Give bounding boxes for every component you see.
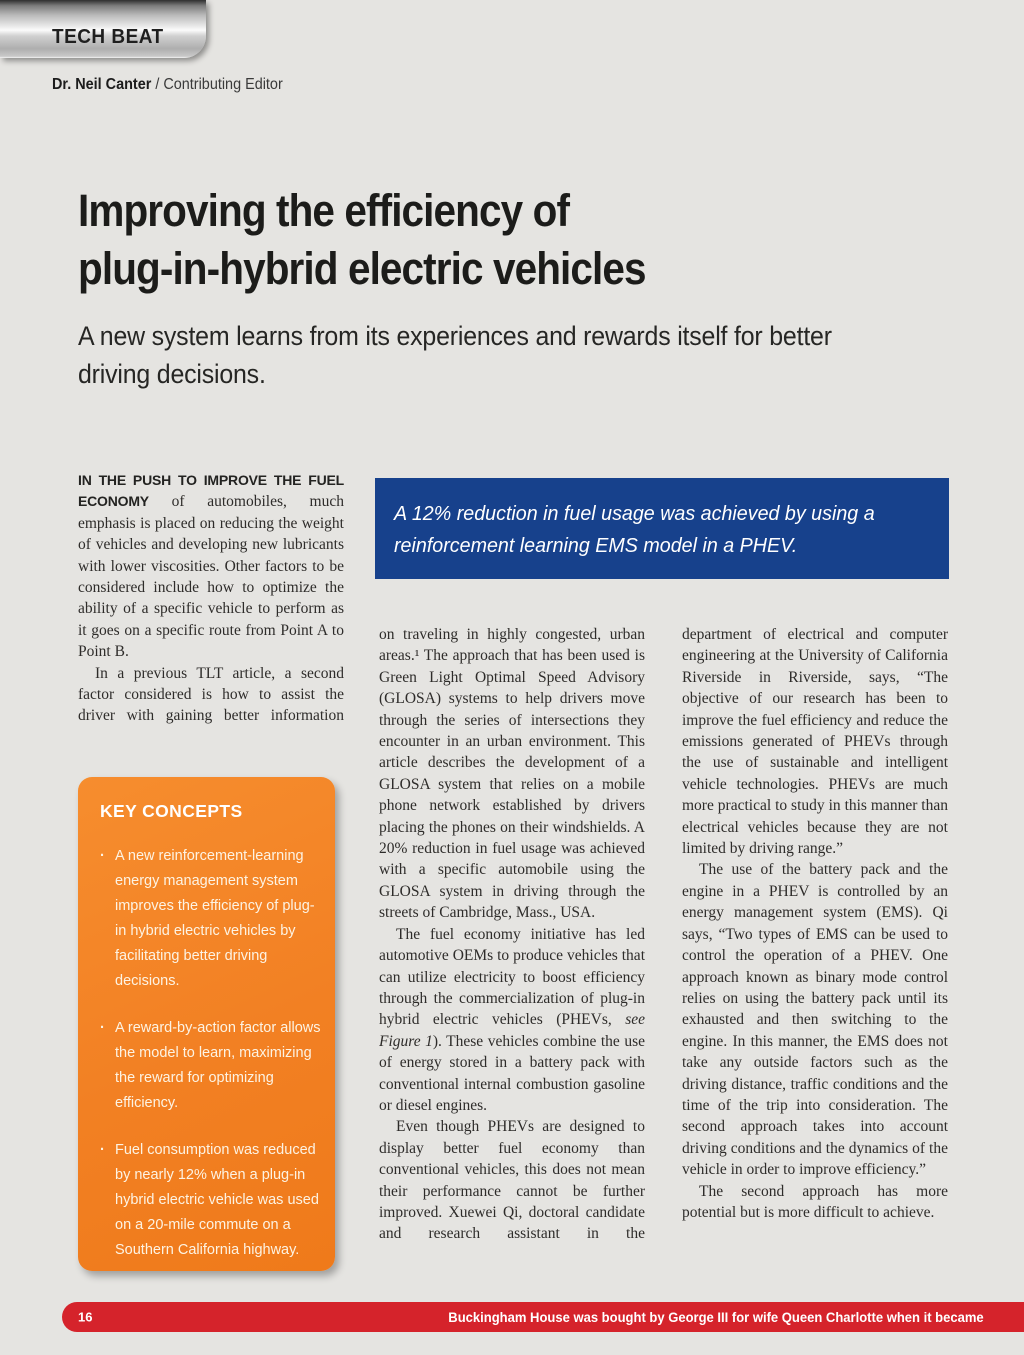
paragraph: In a previous TLT article, a second factor considered is how to assist the driver with gaining better information [78, 664, 344, 725]
key-concept-item: · Fuel consumption was reduced by nearly 12% when a plug-in hybrid electric vehicle was used on a 20-mile commute on a Southern California highway. [98, 1138, 323, 1263]
paragraph-text: of automobiles, much emphasis is placed on reducing the weight of vehicles and developing new lubricants with lower viscosities. Other factors to be considered include how to optimize the ability of a specific vehicle to perform as it goes on a specific route from Point A to Point B. [78, 493, 344, 661]
byline-role: Contributing Editor [163, 76, 283, 93]
techbeat-tab-label: TECH BEAT [52, 26, 164, 48]
body-column-1 [78, 470, 344, 750]
page-number: 16 [78, 1309, 93, 1325]
paragraph [78, 470, 344, 663]
byline-author-name: Dr. Neil Canter [52, 76, 152, 93]
article-subtitle: A new system learns from its experiences and rewards itself for better driving decisions. [78, 321, 832, 389]
paragraph: The use of the battery pack and the engine in a PHEV is controlled by an energy management system (EMS). Qi says, “Two types of EMS can be used to control the operation of a PHEV. One approach known as binary mode control relies on using the battery pack until its exhausted and then switching to the engine. In this manner, the EMS does not take any outside factors such as the driving distance, traffic conditions and the time of the trip into consideration. The second approach takes into account driving conditions and the dynamics of the vehicle in order to improve efficiency.” [682, 861, 948, 1179]
figure-reference: see Figure 1 [379, 1011, 645, 1050]
paragraph [379, 924, 645, 1117]
byline-separator: / [151, 76, 164, 93]
pull-quote-box [375, 478, 949, 579]
paragraph-text: The fuel economy initiative has led automotive OEMs to produce vehicles that can utilize electricity to boost efficiency through the commercialization of plug-in hybrid electric vehicles (PHEVs, [379, 925, 645, 1029]
body-column-3 [682, 624, 948, 1286]
key-concepts-title: KEY CONCEPTS [100, 801, 243, 821]
paragraph: department of electrical and computer engineering at the University of California Riverside in Riverside, says, “The objective of our research has been to improve the fuel efficiency and reduce the emissions generated of PHEVs through the use of sustainable and intelligent vehicle technologies. PHEVs are much more practical to study in this manner than electrical vehicles because they are not limited by driving range.” [682, 626, 948, 858]
byline [52, 76, 283, 94]
key-concepts-list [98, 844, 323, 1263]
footer-bar [62, 1302, 1024, 1332]
paragraph: The second approach has more potential but is more difficult to achieve. [682, 1182, 948, 1221]
key-concept-item: · A reward-by-action factor allows the model to learn, maximizing the reward for optimizing efficiency. [98, 1016, 323, 1116]
key-concept-item: · A new reinforcement-learning energy management system improves the efficiency of plug-in hybrid electric vehicles by facilitating better driving decisions. [98, 844, 323, 994]
paragraph-text: ). These vehicles combine the use of energy stored in a battery pack with conventional internal combustion gasoline or diesel engines. [379, 1032, 645, 1114]
body-column-2 [379, 624, 645, 1286]
paragraph: Even though PHEVs are designed to display better fuel economy than conventional vehicles, this does not mean their performance cannot be further improved. Xuewei Qi, doctoral candidate and research assistant in the [379, 1118, 645, 1243]
paragraph: on traveling in highly congested, urban areas.¹ The approach that has been used is Green Light Optimal Speed Advisory (GLOSA) systems to help drivers move through the series of intersections they encounter in an urban environment. This article describes the development of a GLOSA system that relies on a mobile phone network established by drivers placing the phones on their windshields. A 20% reduction in fuel usage was achieved with a specific automobile using the GLOSA system in driving through the streets of Cambridge, Mass., USA. [379, 626, 645, 922]
techbeat-tab [0, 0, 206, 58]
article-title [78, 182, 646, 298]
pull-quote-text: A 12% reduction in fuel usage was achieved by using a reinforcement learning EMS model in a PHEV. [394, 502, 875, 557]
key-concepts-box [78, 777, 335, 1271]
footer-trivia-text: Buckingham House was bought by George III for wife Queen Charlotte when it became [448, 1309, 984, 1325]
article-title-line1: Improving the efficiency of [78, 185, 570, 236]
lead-in-caps: IN THE PUSH TO IMPROVE THE FUEL ECONOMY [78, 472, 344, 510]
article-title-line2: plug-in-hybrid electric vehicles [78, 243, 646, 294]
